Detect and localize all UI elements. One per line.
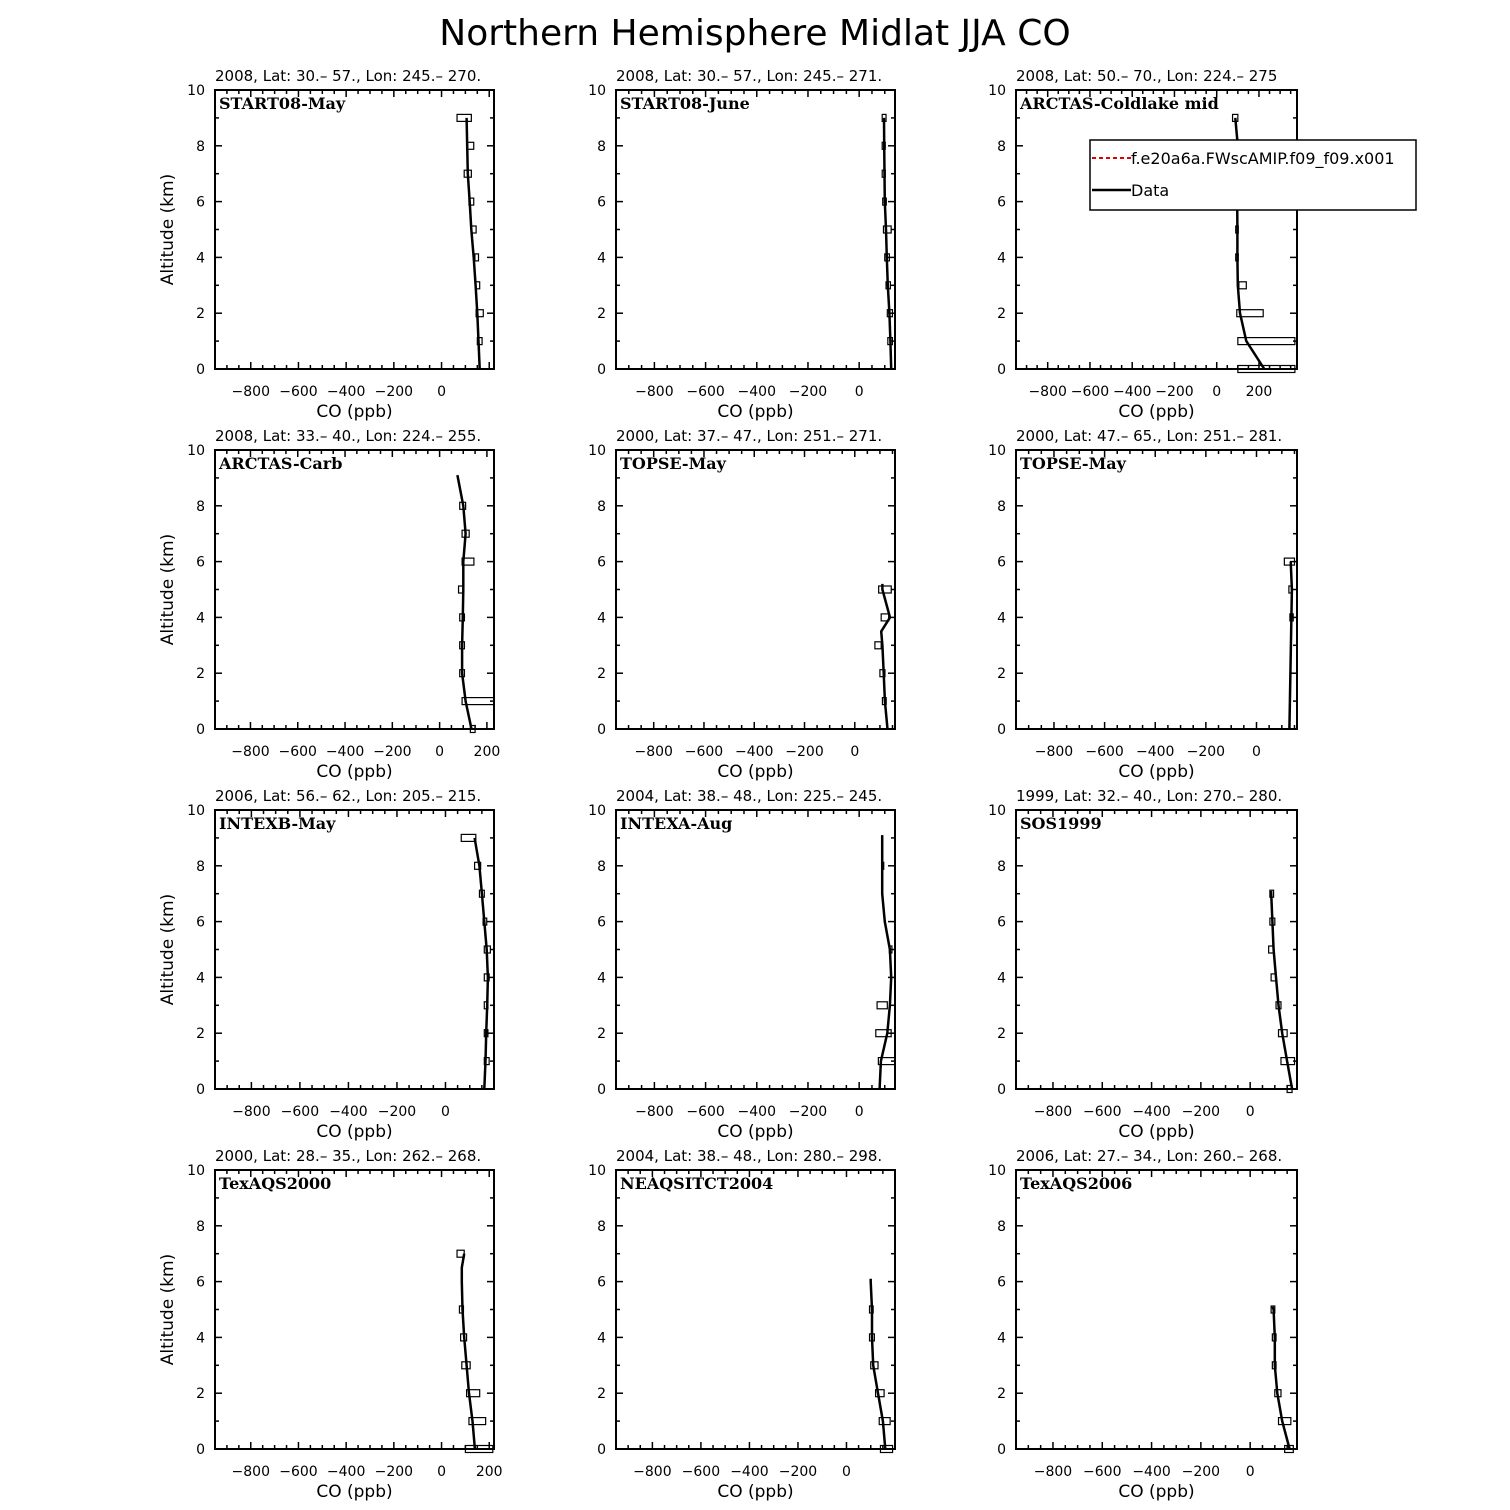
- x-tick-label: 0: [441, 1104, 450, 1120]
- x-tick-label: −400: [329, 1104, 368, 1120]
- x-tick-label: 200: [473, 744, 501, 760]
- plot-frame: [215, 810, 494, 1089]
- y-tick-label: 2: [597, 1026, 606, 1043]
- campaign-label: START08-June: [620, 94, 750, 113]
- data-profile-line: [881, 584, 890, 729]
- x-axis-label: CO (ppb): [1118, 402, 1195, 422]
- panel-header: 2004, Lat: 38.– 48., Lon: 225.– 245.: [616, 787, 883, 805]
- x-tick-label: 0: [854, 1104, 864, 1120]
- y-tick-label: 0: [196, 722, 205, 738]
- campaign-label: ARCTAS-Carb: [219, 454, 343, 473]
- y-tick-label: 2: [196, 306, 205, 323]
- y-tick-label: 2: [597, 1386, 606, 1403]
- panel-2: [588, 67, 895, 422]
- spread-box: [877, 1002, 887, 1009]
- spread-box: [457, 114, 471, 121]
- panel-header: 2000, Lat: 47.– 65., Lon: 251.– 281.: [1016, 427, 1283, 445]
- panel-4: [158, 427, 500, 782]
- y-axis-label: Altitude (km): [158, 173, 178, 286]
- y-tick-label: 2: [997, 666, 1006, 683]
- y-tick-label: 2: [997, 306, 1006, 323]
- x-tick-label: −400: [325, 744, 365, 760]
- y-tick-label: 4: [597, 250, 606, 267]
- y-tick-label: 2: [196, 1026, 205, 1043]
- y-tick-label: 0: [597, 1442, 606, 1458]
- x-tick-label: −800: [634, 744, 673, 760]
- x-tick-label: −200: [778, 1464, 818, 1480]
- x-tick-label: −200: [788, 1104, 828, 1120]
- data-profile-line: [1272, 1307, 1289, 1449]
- plot-frame: [616, 1170, 895, 1449]
- x-tick-label: −600: [279, 384, 318, 400]
- y-tick-label: 2: [597, 306, 606, 323]
- y-tick-label: 10: [588, 83, 606, 99]
- panel-header: 2008, Lat: 30.– 57., Lon: 245.– 271.: [616, 67, 883, 85]
- y-tick-label: 6: [597, 914, 606, 931]
- x-tick-label: −200: [373, 744, 412, 760]
- spread-box: [875, 642, 881, 649]
- x-tick-label: −800: [1033, 1104, 1073, 1120]
- y-tick-label: 10: [187, 83, 205, 99]
- campaign-label: TOPSE-May: [1020, 454, 1126, 473]
- plot-frame: [616, 90, 895, 369]
- panel-header: 2006, Lat: 27.– 34., Lon: 260.– 268.: [1016, 1147, 1283, 1165]
- campaign-label: START08-May: [219, 94, 346, 113]
- x-tick-label: −200: [788, 384, 828, 400]
- y-tick-label: 4: [196, 610, 205, 627]
- y-axis-label: Altitude (km): [158, 533, 178, 646]
- x-tick-label: −400: [326, 1464, 366, 1480]
- y-tick-label: 10: [988, 803, 1006, 819]
- panel-12: [988, 1147, 1297, 1502]
- data-profile-line: [467, 118, 480, 369]
- y-tick-label: 8: [597, 498, 606, 515]
- y-tick-label: 0: [196, 362, 205, 378]
- x-tick-label: −800: [1034, 744, 1074, 760]
- y-tick-label: 6: [997, 194, 1006, 211]
- x-axis-label: CO (ppb): [316, 1482, 393, 1502]
- y-tick-label: 6: [196, 1274, 205, 1291]
- x-tick-label: 200: [475, 1464, 503, 1480]
- x-tick-label: −800: [635, 1104, 674, 1120]
- y-tick-label: 8: [997, 138, 1006, 155]
- x-tick-label: −200: [1181, 1104, 1221, 1120]
- x-tick-label: −200: [377, 1104, 417, 1120]
- y-tick-label: 8: [997, 858, 1006, 875]
- x-tick-label: −600: [1083, 1464, 1122, 1480]
- y-axis-label: Altitude (km): [158, 893, 178, 1006]
- x-tick-label: −200: [1181, 1464, 1221, 1480]
- spread-box: [1279, 1418, 1291, 1425]
- y-tick-label: 10: [187, 1163, 205, 1179]
- x-tick-label: −200: [785, 744, 824, 760]
- y-tick-label: 8: [597, 858, 606, 875]
- plot-frame: [1016, 810, 1297, 1089]
- y-tick-label: 8: [196, 498, 205, 515]
- y-axis-label: Altitude (km): [158, 1253, 178, 1366]
- panel-header: 2000, Lat: 28.– 35., Lon: 262.– 268.: [215, 1147, 482, 1165]
- x-axis-label: CO (ppb): [717, 762, 794, 782]
- panel-header: 2000, Lat: 37.– 47., Lon: 251.– 271.: [616, 427, 883, 445]
- x-axis-label: CO (ppb): [316, 402, 393, 422]
- x-tick-label: −400: [1136, 744, 1175, 760]
- plot-frame: [616, 810, 895, 1089]
- y-tick-label: 2: [597, 666, 606, 683]
- panel-5: [588, 427, 895, 782]
- x-tick-label: −600: [684, 744, 724, 760]
- x-tick-label: −600: [278, 744, 317, 760]
- y-tick-label: 8: [997, 1218, 1006, 1235]
- data-profile-line: [880, 835, 892, 1089]
- x-tick-label: −600: [1070, 384, 1110, 400]
- x-tick-label: −400: [735, 744, 774, 760]
- y-tick-label: 6: [997, 1274, 1006, 1291]
- y-tick-label: 10: [988, 1163, 1006, 1179]
- x-tick-label: −200: [1186, 744, 1226, 760]
- y-tick-label: 0: [597, 362, 606, 378]
- x-tick-label: −800: [633, 1464, 672, 1480]
- y-tick-label: 8: [196, 1218, 205, 1235]
- campaign-label: INTEXB-May: [219, 814, 336, 833]
- y-tick-label: 8: [597, 1218, 606, 1235]
- y-tick-label: 0: [597, 1082, 606, 1098]
- y-tick-label: 10: [187, 803, 205, 819]
- campaign-label: TOPSE-May: [620, 454, 726, 473]
- panel-3: [988, 67, 1297, 422]
- y-tick-label: 0: [997, 1082, 1006, 1098]
- x-tick-label: −600: [279, 1464, 318, 1480]
- campaign-label: INTEXA-Aug: [620, 814, 733, 833]
- x-tick-label: 0: [854, 384, 864, 400]
- panel-1: [158, 67, 494, 422]
- x-tick-label: −800: [231, 1464, 270, 1480]
- x-tick-label: 0: [842, 1464, 851, 1480]
- plot-frame: [1016, 90, 1297, 369]
- y-tick-label: 8: [196, 138, 205, 155]
- plot-frame: [616, 450, 895, 729]
- y-tick-label: 10: [588, 803, 606, 819]
- x-tick-label: −400: [737, 1104, 777, 1120]
- y-tick-label: 6: [597, 1274, 606, 1291]
- y-tick-label: 6: [597, 194, 606, 211]
- y-tick-label: 0: [997, 722, 1006, 738]
- x-axis-label: CO (ppb): [717, 1482, 794, 1502]
- x-tick-label: −800: [1033, 1464, 1073, 1480]
- campaign-label: TexAQS2006: [1020, 1174, 1133, 1193]
- panel-header: 2008, Lat: 50.– 70., Lon: 224.– 275: [1016, 67, 1278, 85]
- y-tick-label: 4: [597, 610, 606, 627]
- y-tick-label: 2: [196, 1386, 205, 1403]
- legend-model-label: f.e20a6a.FWscAMIP.f09_f09.x001: [1131, 149, 1395, 168]
- y-tick-label: 0: [196, 1082, 205, 1098]
- x-tick-label: −200: [1155, 384, 1194, 400]
- y-tick-label: 10: [588, 443, 606, 459]
- panel-header: 2008, Lat: 30.– 57., Lon: 245.– 270.: [215, 67, 482, 85]
- panel-header: 2004, Lat: 38.– 48., Lon: 280.– 298.: [616, 1147, 883, 1165]
- panels: [158, 67, 1297, 1502]
- x-axis-label: CO (ppb): [1118, 1122, 1195, 1142]
- campaign-label: TexAQS2000: [219, 1174, 332, 1193]
- y-tick-label: 10: [988, 443, 1006, 459]
- panel-header: 2006, Lat: 56.– 62., Lon: 205.– 215.: [215, 787, 482, 805]
- y-tick-label: 0: [997, 362, 1006, 378]
- y-tick-label: 2: [997, 1386, 1006, 1403]
- panel-9: [988, 787, 1297, 1142]
- x-tick-label: −800: [231, 384, 270, 400]
- x-tick-label: 0: [437, 1464, 446, 1480]
- spread-box: [883, 226, 891, 233]
- x-axis-label: CO (ppb): [1118, 762, 1195, 782]
- x-tick-label: −400: [1132, 1464, 1171, 1480]
- x-tick-label: −600: [1085, 744, 1124, 760]
- y-tick-label: 10: [588, 1163, 606, 1179]
- y-tick-label: 0: [597, 722, 606, 738]
- x-tick-label: 200: [1245, 384, 1273, 400]
- x-axis-label: CO (ppb): [717, 402, 794, 422]
- y-tick-label: 4: [597, 1330, 606, 1347]
- x-tick-label: −400: [1112, 384, 1152, 400]
- x-tick-label: −200: [374, 384, 414, 400]
- y-tick-label: 4: [196, 1330, 205, 1347]
- data-profile-line: [457, 475, 471, 729]
- y-tick-label: 10: [988, 83, 1006, 99]
- panel-6: [988, 427, 1297, 782]
- y-tick-label: 4: [196, 250, 205, 267]
- plot-frame: [1016, 450, 1297, 729]
- y-tick-label: 6: [597, 554, 606, 571]
- x-tick-label: −800: [232, 1104, 271, 1120]
- x-tick-label: −400: [730, 1464, 769, 1480]
- figure-title: Northern Hemisphere Midlat JJA CO: [439, 13, 1071, 54]
- x-axis-label: CO (ppb): [316, 1122, 393, 1142]
- y-tick-label: 4: [997, 610, 1006, 627]
- campaign-label: SOS1999: [1020, 814, 1102, 833]
- x-tick-label: −600: [681, 1464, 721, 1480]
- data-profile-line: [884, 118, 891, 369]
- spread-box: [879, 1418, 890, 1425]
- y-tick-label: 8: [597, 138, 606, 155]
- y-tick-label: 6: [997, 554, 1006, 571]
- x-tick-label: −600: [1083, 1104, 1122, 1120]
- y-tick-label: 6: [196, 914, 205, 931]
- x-tick-label: 0: [1212, 384, 1222, 400]
- y-tick-label: 8: [196, 858, 205, 875]
- x-tick-label: 0: [1245, 1104, 1255, 1120]
- legend-data-label: Data: [1131, 181, 1170, 200]
- spread-box: [879, 586, 892, 593]
- y-tick-label: 4: [997, 970, 1006, 987]
- plot-frame: [215, 450, 494, 729]
- x-tick-label: 0: [435, 744, 445, 760]
- x-tick-label: −800: [635, 384, 674, 400]
- x-tick-label: −600: [686, 1104, 725, 1120]
- plot-frame: [1016, 1170, 1297, 1449]
- campaign-label: NEAQSITCT2004: [620, 1174, 774, 1193]
- x-tick-label: −200: [374, 1464, 414, 1480]
- panel-7: [158, 787, 494, 1142]
- x-tick-label: 0: [1252, 744, 1261, 760]
- plot-frame: [215, 1170, 494, 1449]
- x-tick-label: −800: [231, 744, 270, 760]
- spread-box: [475, 254, 479, 261]
- y-tick-label: 4: [597, 970, 606, 987]
- panel-8: [588, 787, 895, 1142]
- spread-box: [461, 834, 476, 841]
- x-tick-label: 0: [437, 384, 446, 400]
- x-tick-label: −400: [737, 384, 777, 400]
- legend: [1090, 140, 1416, 210]
- x-tick-label: −800: [1028, 384, 1067, 400]
- y-tick-label: 4: [997, 250, 1006, 267]
- data-profile-line: [475, 838, 488, 1089]
- y-tick-label: 0: [196, 1442, 205, 1458]
- data-profile-line: [462, 1254, 475, 1449]
- panel-10: [158, 1147, 503, 1502]
- panel-11: [588, 1147, 895, 1502]
- x-tick-label: 0: [850, 744, 860, 760]
- y-tick-label: 6: [196, 554, 205, 571]
- x-axis-label: CO (ppb): [1118, 1482, 1195, 1502]
- panel-header: 1999, Lat: 32.– 40., Lon: 270.– 280.: [1016, 787, 1283, 805]
- y-tick-label: 4: [997, 1330, 1006, 1347]
- y-tick-label: 0: [997, 1442, 1006, 1458]
- x-tick-label: 0: [1245, 1464, 1255, 1480]
- campaign-label: ARCTAS-Coldlake mid: [1020, 94, 1219, 113]
- y-tick-label: 8: [997, 498, 1006, 515]
- plot-frame: [215, 90, 494, 369]
- y-tick-label: 6: [196, 194, 205, 211]
- x-tick-label: −400: [1132, 1104, 1171, 1120]
- y-tick-label: 6: [997, 914, 1006, 931]
- x-tick-label: −600: [686, 384, 725, 400]
- x-tick-label: −400: [326, 384, 366, 400]
- x-tick-label: −600: [280, 1104, 320, 1120]
- data-profile-line: [1289, 562, 1292, 729]
- panel-header: 2008, Lat: 33.– 40., Lon: 224.– 255.: [215, 427, 482, 445]
- y-tick-label: 4: [196, 970, 205, 987]
- y-tick-label: 2: [997, 1026, 1006, 1043]
- x-axis-label: CO (ppb): [717, 1122, 794, 1142]
- y-tick-label: 10: [187, 443, 205, 459]
- y-tick-label: 2: [196, 666, 205, 683]
- spread-box: [1239, 282, 1246, 289]
- x-axis-label: CO (ppb): [316, 762, 393, 782]
